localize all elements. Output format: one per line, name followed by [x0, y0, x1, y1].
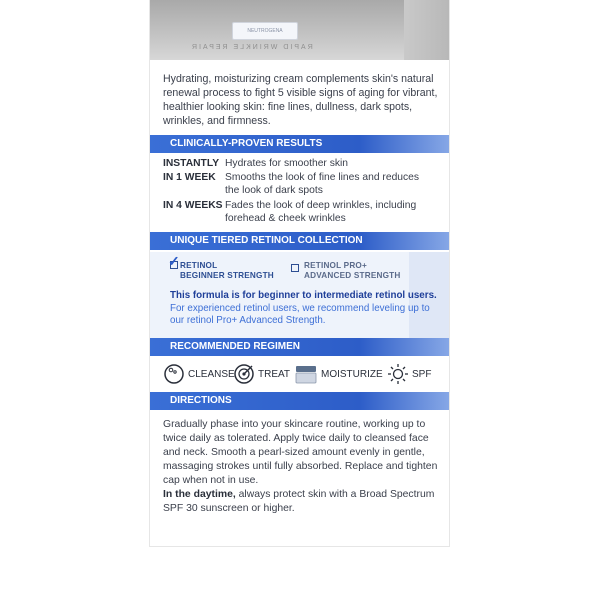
regimen-item — [233, 362, 290, 386]
formula-rest: For experienced retinol users, we recommend leveling up to our retinol Pro+ Advanced Strength. — [170, 302, 430, 326]
option-advanced-line2: ADVANCED STRENGTH — [304, 271, 401, 280]
regimen-label: SPF — [412, 368, 432, 380]
intro-block — [163, 72, 443, 128]
formula-bold: This formula is for beginner to intermediate retinol users. — [170, 290, 437, 301]
box-top-strip-edge — [404, 0, 449, 60]
result-text: Hydrates for smoother skin — [225, 158, 349, 169]
jar-icon — [294, 363, 318, 385]
advanced-checkbox — [291, 264, 299, 272]
checkmark-icon: ✓ — [168, 253, 180, 269]
directions-text: Gradually phase into your skincare routine, working up to twice daily as tolerated. Apply twice daily to cleansed face and neck. Smooth a pearl-sized amount evenly in gentle, massaging strokes until fully absorbed. Replace and tighten cap when not in use. — [163, 419, 438, 486]
regimen-item — [163, 362, 235, 386]
option-beginner-line2: BEGINNER STRENGTH — [180, 271, 274, 280]
directions-header: DIRECTIONS — [150, 392, 449, 410]
mirrored-box-text: RAPID WRINKLE REPAIR — [190, 44, 313, 51]
regimen-header: RECOMMENDED REGIMEN — [150, 338, 449, 356]
result-time: INSTANTLY — [163, 158, 220, 169]
regimen-row — [159, 362, 449, 386]
regimen-item — [294, 362, 383, 386]
daytime-bold: In the daytime, — [163, 489, 236, 500]
regimen-item — [387, 362, 431, 386]
regimen-label: MOISTURIZE — [321, 368, 383, 380]
option-advanced-line1: RETINOL PRO+ — [304, 261, 367, 270]
product-box-back-panel — [150, 0, 449, 546]
regimen-label: CLEANSE — [188, 368, 235, 380]
target-icon — [233, 363, 255, 385]
option-beginner-line1: RETINOL — [180, 261, 218, 270]
result-text: Fades the look of deep wrinkles, including forehead & cheek wrinkles — [225, 200, 417, 224]
jar-label-peek: NEUTROGENA — [232, 22, 298, 40]
result-time: IN 1 WEEK — [163, 172, 216, 183]
cleanse-icon — [163, 363, 185, 385]
intro-text: Hydrating, moisturizing cream complements skin's natural renewal process to fight 5 visible signs of aging for vibrant, healthier looking skin: fine lines, dullness, dark spots, wrinkles, and firmness. — [163, 73, 438, 127]
result-time: IN 4 WEEKS — [163, 200, 223, 211]
daytime-rest: always protect skin with a Broad Spectrum SPF 30 sunscreen or higher. — [163, 489, 435, 514]
daytime-note — [163, 488, 445, 516]
option-beginner — [180, 261, 274, 281]
regimen-label: TREAT — [258, 368, 291, 380]
formula-note — [170, 290, 440, 328]
sun-icon — [387, 363, 409, 385]
tiered-header: UNIQUE TIERED RETINOL COLLECTION — [150, 232, 449, 250]
box-top-strip — [150, 0, 449, 60]
option-advanced — [304, 261, 401, 281]
result-text: Smooths the look of fine lines and reduces the look of dark spots — [225, 172, 420, 196]
results-header: CLINICALLY-PROVEN RESULTS — [150, 135, 449, 153]
tiered-collection-panel — [150, 252, 449, 338]
